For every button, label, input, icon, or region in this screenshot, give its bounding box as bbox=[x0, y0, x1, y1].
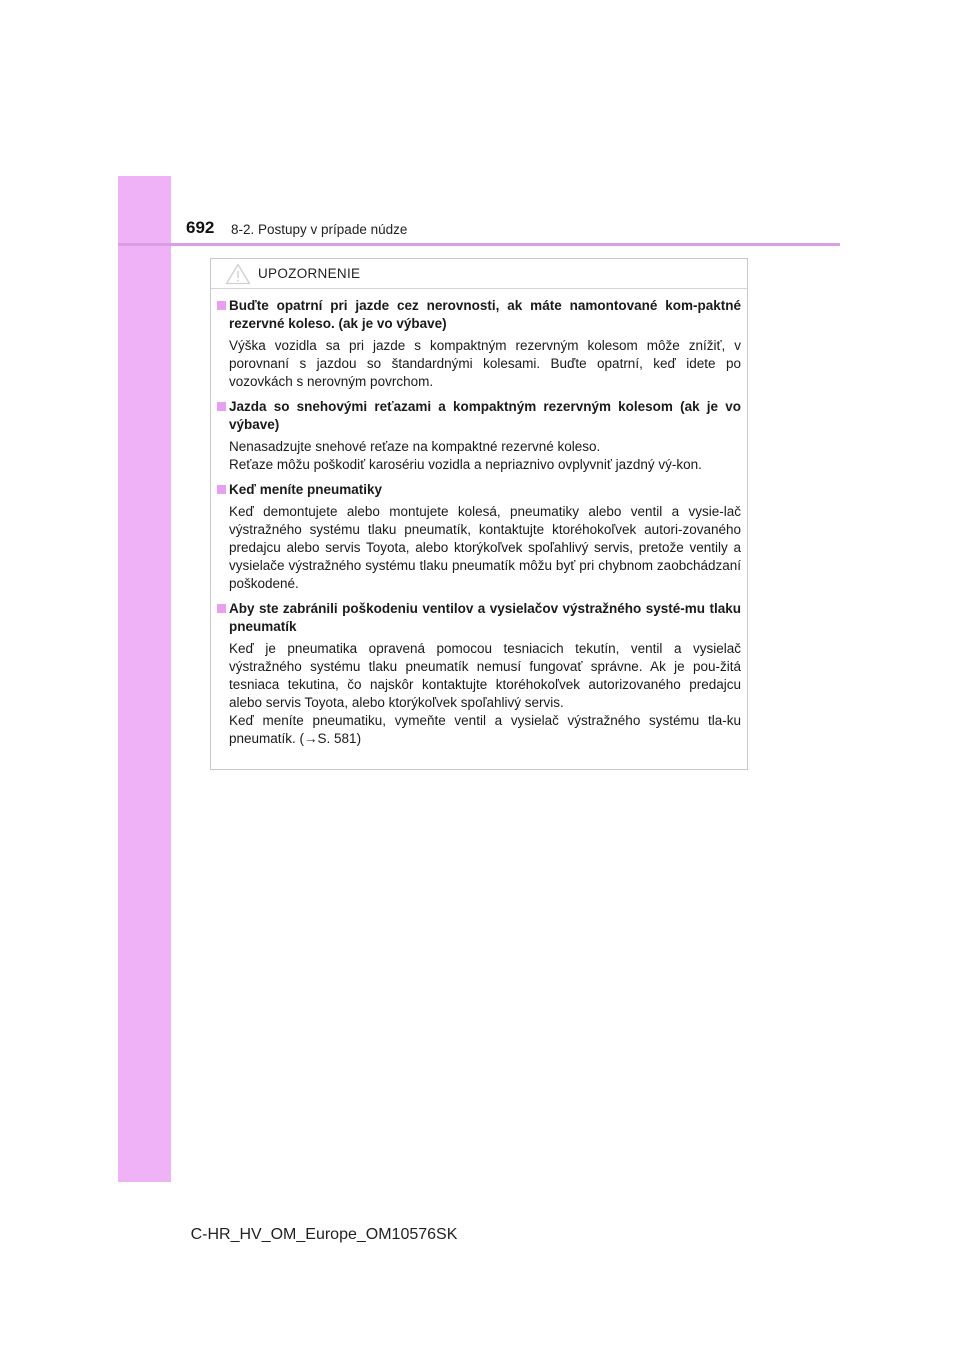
warning-item bbox=[217, 600, 741, 748]
warning-item-title: Buďte opatrní pri jazde cez nerovnosti, ak máte namontované kom-paktné rezervné koleso. (ak je vo výbave) bbox=[217, 297, 741, 333]
warning-item-text: Nenasadzujte snehové reťaze na kompaktné rezervné koleso. bbox=[229, 439, 601, 454]
section-title: 8-2. Postupy v prípade núdze bbox=[231, 222, 408, 237]
page-number: 692 bbox=[186, 218, 215, 237]
warning-item bbox=[217, 297, 741, 391]
warning-item bbox=[217, 398, 741, 474]
warning-item-text: Keď meníte pneumatiku, vymeňte ventil a vysielač výstražného systému tla-ku pneumatík. (→S. 581) bbox=[229, 713, 741, 746]
square-bullet-icon bbox=[217, 604, 226, 613]
warning-item-title: Keď meníte pneumatiky bbox=[217, 481, 741, 499]
warning-label: UPOZORNENIE bbox=[258, 266, 361, 281]
warning-item-text: Výška vozidla sa pri jazde s kompaktným rezervným kolesom môže znížiť, v porovnaní s jazdou so štandardnými kolesami. Buďte opatrní, keď idete po vozovkách s nerovným povrchom. bbox=[229, 338, 741, 389]
warning-header bbox=[225, 259, 360, 288]
square-bullet-icon bbox=[217, 301, 226, 310]
square-bullet-icon bbox=[217, 485, 226, 494]
warning-item-text: Keď demontujete alebo montujete kolesá, pneumatiky alebo ventil a vysie-lač výstražného systému tlaku pneumatík, kontaktujte ktoréhokoľvek autori-zovaného predajcu alebo servis Toyota, alebo ktorýkoľvek spoľahlivý servis, pretože ventily a vysielače výstražného systému tlaku pneumatík môžu byť pri chybnom zaobchádzaní poškodené. bbox=[229, 504, 741, 591]
warning-triangle-icon bbox=[225, 263, 251, 285]
warning-item-text: Reťaze môžu poškodiť karosériu vozidla a nepriaznivo ovplyvniť jazdný vý-kon. bbox=[229, 457, 702, 472]
warning-item-title: Jazda so snehovými reťazami a kompaktným rezervným kolesom (ak je vo výbave) bbox=[217, 398, 741, 434]
document-id: C-HR_HV_OM_Europe_OM10576SK bbox=[190, 1226, 458, 1243]
square-bullet-icon bbox=[217, 402, 226, 411]
warning-box bbox=[210, 258, 748, 770]
header-rule bbox=[118, 243, 840, 246]
section-side-bar bbox=[118, 176, 171, 1182]
warning-item-text: Keď je pneumatika opravená pomocou tesniacich tekutín, ventil a vysielač výstražného systému tlaku pneumatík nemusí fungovať správne. Ak je pou-žitá tesniaca tekutina, čo najskôr kontaktujte ktoréhokoľvek autorizovaného predajcu alebo servis Toyota, alebo ktorýkoľvek spoľahlivý servis. bbox=[229, 641, 741, 710]
warning-separator bbox=[211, 288, 747, 289]
warning-item-title: Aby ste zabránili poškodeniu ventilov a vysielačov výstražného systé-mu tlaku pneumatík bbox=[217, 600, 741, 636]
warning-body bbox=[217, 297, 741, 755]
warning-item bbox=[217, 481, 741, 593]
